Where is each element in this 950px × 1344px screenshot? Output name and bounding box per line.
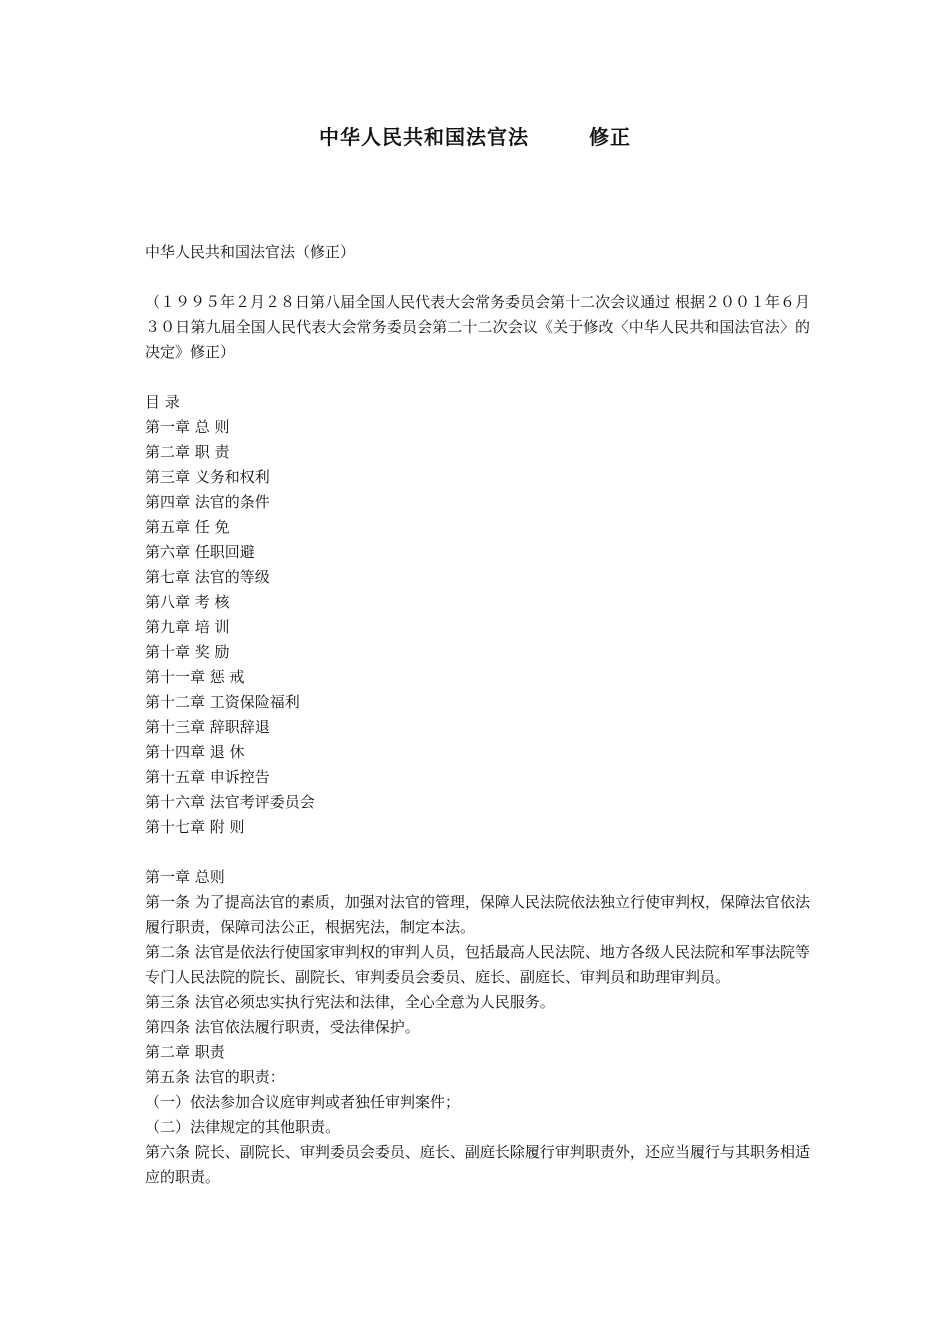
article-text: 第二条 法官是依法行使国家审判权的审判人员，包括最高人民法院、地方各级人民法院和军事法院等专门人民法院的院长、副院长、审判委员会委员、庭长、副庭长、审判员和助理审判员。: [145, 943, 810, 986]
toc-item: 第十一章 惩 戒: [145, 668, 245, 686]
toc-item: 第十六章 法官考评委员会: [145, 793, 315, 811]
toc-item: 第二章 职 责: [145, 443, 230, 461]
toc-item: 第三章 义务和权利: [145, 468, 270, 486]
article-text: 第五条 法官的职责：: [145, 1068, 285, 1086]
toc-item: 第五章 任 免: [145, 518, 230, 536]
toc-heading: 目 录: [145, 393, 180, 411]
toc-item: 第十二章 工资保险福利: [145, 693, 300, 711]
document-body: [145, 240, 810, 1190]
blank-line: [145, 265, 810, 290]
toc-item: 第九章 培 训: [145, 618, 230, 636]
toc-item: 第十七章 附 则: [145, 818, 245, 836]
toc-item: 第十章 奖 励: [145, 643, 230, 661]
article-item: （一）依法参加合议庭审判或者独任审判案件；: [145, 1093, 461, 1111]
blank-line: [145, 840, 810, 865]
chapter-heading: 第二章 职责: [145, 1043, 225, 1061]
blank-line: [145, 365, 810, 390]
preamble-note: （１９９５年２月２８日第八届全国人民代表大会常务委员会第十二次会议通过 根据２００１年６月３０日第九届全国人民代表大会常务委员会第二十二次会议《关于修改〈中华人民共和国法官法〉的决定》修正）: [145, 293, 810, 361]
toc-item: 第十三章 辞职辞退: [145, 718, 270, 736]
toc-item: 第六章 任职回避: [145, 543, 255, 561]
title-main-text: 中华人民共和国法官法: [319, 124, 529, 149]
article-item: （二）法律规定的其他职责。: [145, 1118, 341, 1136]
toc-item: 第十四章 退 休: [145, 743, 245, 761]
toc-item: 第八章 考 核: [145, 593, 230, 611]
title-suffix-text: 修正: [589, 124, 631, 149]
article-text: 第一条 为了提高法官的素质，加强对法官的管理，保障人民法院依法独立行使审判权，保障法官依法履行职责，保障司法公正，根据宪法，制定本法。: [145, 893, 810, 936]
chapter-heading: 第一章 总则: [145, 868, 225, 886]
toc-item: 第七章 法官的等级: [145, 568, 270, 586]
law-heading: 中华人民共和国法官法（修正）: [145, 243, 356, 261]
toc-item: 第四章 法官的条件: [145, 493, 270, 511]
article-text: 第四条 法官依法履行职责，受法律保护。: [145, 1018, 420, 1036]
article-text: 第六条 院长、副院长、审判委员会委员、庭长、副庭长除履行审判职责外，还应当履行与其职务相适应的职责。: [145, 1143, 810, 1186]
article-text: 第三条 法官必须忠实执行宪法和法律，全心全意为人民服务。: [145, 993, 555, 1011]
toc-item: 第十五章 申诉控告: [145, 768, 270, 786]
document-title: [0, 118, 950, 152]
toc-item: 第一章 总 则: [145, 418, 230, 436]
